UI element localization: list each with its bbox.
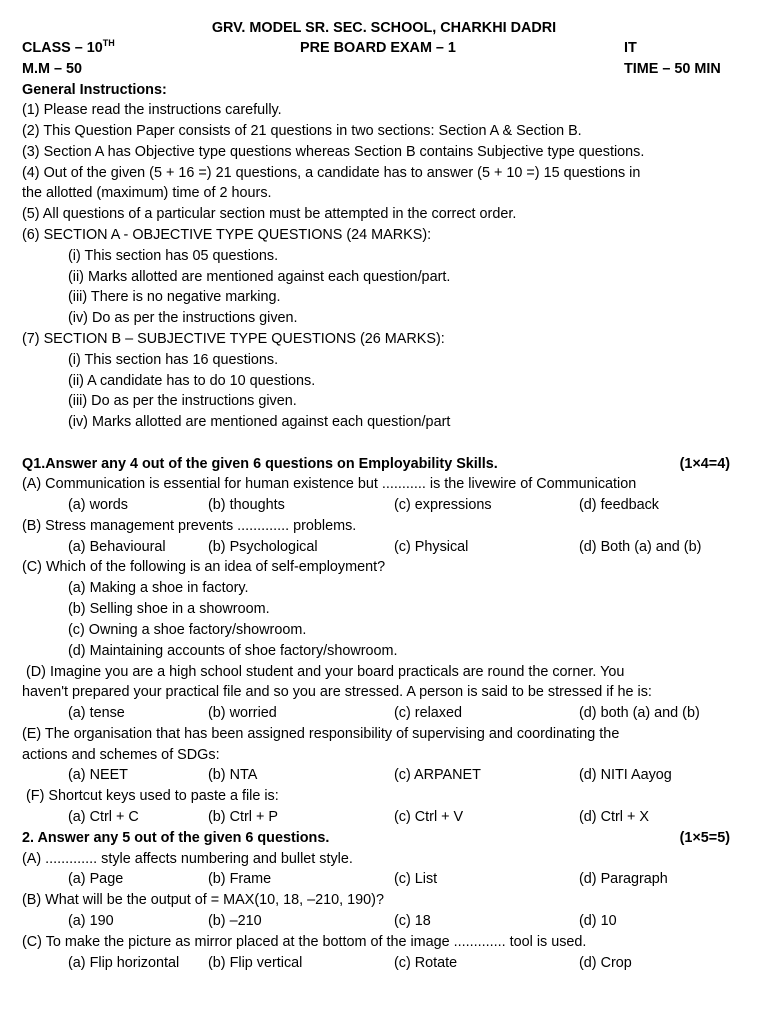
q1-f-question: (F) Shortcut keys used to paste a file is: — [26, 788, 279, 804]
option-c: (c) expressions — [394, 497, 492, 513]
option-c: (c) ARPANET — [394, 767, 481, 783]
option-d: (d) Ctrl + X — [579, 809, 649, 825]
instruction-6-i: (i) This section has 05 questions. — [68, 248, 279, 264]
option-c: (c) List — [394, 871, 438, 887]
instruction-7-ii: (ii) A candidate has to do 10 questions. — [68, 373, 316, 389]
q2-c-options — [0, 953, 768, 973]
option-b: (b) Psychological — [208, 539, 318, 555]
q1-f-options — [0, 807, 768, 827]
q2-c-question: (C) To make the picture as mirror placed at the bottom of the image ............. tool is used. — [22, 934, 587, 950]
instruction-7-i: (i) This section has 16 questions. — [68, 352, 279, 368]
exam-name: PRE BOARD EXAM – 1 — [300, 40, 456, 56]
class-label: CLASS – 10TH — [22, 38, 115, 56]
option-c: (c) Ctrl + V — [394, 809, 464, 825]
instruction-7: (7) SECTION B – SUBJECTIVE TYPE QUESTIONS (26 MARKS): — [22, 331, 445, 347]
option-b: (b) Selling shoe in a showroom. — [68, 601, 270, 617]
subject-code: IT — [624, 40, 637, 56]
instruction-5: (5) All questions of a particular section must be attempted in the correct order. — [22, 206, 517, 222]
instruction-2: (2) This Question Paper consists of 21 questions in two sections: Section A & Section B. — [22, 123, 582, 139]
q2-a-options — [0, 869, 768, 889]
instruction-1: (1) Please read the instructions carefully. — [22, 102, 282, 118]
option-c: (c) relaxed — [394, 705, 462, 721]
school-name: GRV. MODEL SR. SEC. SCHOOL, CHARKHI DADRI — [211, 20, 557, 36]
option-b: (b) Frame — [208, 871, 272, 887]
q1-d-question-line1: (D) Imagine you are a high school student and your board practicals are round the corner. You — [26, 664, 625, 680]
instruction-6-iv: (iv) Do as per the instructions given. — [68, 310, 298, 326]
option-b: (b) worried — [208, 705, 277, 721]
q2-b-options — [0, 911, 768, 931]
instructions-heading: General Instructions: — [22, 82, 167, 98]
option-a: (a) words — [68, 497, 128, 513]
option-a: (a) tense — [68, 705, 125, 721]
q1-e-question-line1: (E) The organisation that has been assigned responsibility of supervising and coordinating the — [22, 726, 620, 742]
option-d: (d) NITI Aayog — [579, 767, 672, 783]
q1-title: Q1.Answer any 4 out of the given 6 questions on Employability Skills. — [22, 456, 498, 472]
q1-e-options — [0, 765, 768, 785]
option-a: (a) Page — [68, 871, 124, 887]
option-d: (d) Crop — [579, 955, 632, 971]
option-c: (c) 18 — [394, 913, 431, 929]
q2-b-question: (B) What will be the output of = MAX(10, 18, –210, 190)? — [22, 892, 384, 908]
q1-marks: (1×4=4) — [679, 456, 730, 472]
option-a: (a) Flip horizontal — [68, 955, 180, 971]
option-c: (c) Rotate — [394, 955, 458, 971]
q1-b-question: (B) Stress management prevents ............. problems. — [22, 518, 357, 534]
option-b: (b) –210 — [208, 913, 262, 929]
max-marks: M.M – 50 — [22, 61, 82, 77]
option-d: (d) 10 — [579, 913, 617, 929]
q2-title: 2. Answer any 5 out of the given 6 questions. — [22, 830, 330, 846]
option-d: (d) Paragraph — [579, 871, 668, 887]
q1-a-options — [0, 495, 768, 515]
option-a: (a) 190 — [68, 913, 114, 929]
option-a: (a) Ctrl + C — [68, 809, 139, 825]
instruction-7-iv: (iv) Marks allotted are mentioned against each question/part — [68, 414, 451, 430]
instruction-3: (3) Section A has Objective type questions whereas Section B contains Subjective type questions. — [22, 144, 645, 160]
q2-marks: (1×5=5) — [679, 830, 730, 846]
option-a: (a) Making a shoe in factory. — [68, 580, 249, 596]
q2-a-question: (A) ............. style affects numbering and bullet style. — [22, 851, 353, 867]
instruction-6-ii: (ii) Marks allotted are mentioned against each question/part. — [68, 269, 451, 285]
option-c: (c) Owning a shoe factory/showroom. — [68, 622, 307, 638]
option-b: (b) Flip vertical — [208, 955, 303, 971]
instruction-6: (6) SECTION A - OBJECTIVE TYPE QUESTIONS (24 MARKS): — [22, 227, 432, 243]
instruction-4-line2: the allotted (maximum) time of 2 hours. — [22, 185, 272, 201]
option-c: (c) Physical — [394, 539, 469, 555]
option-b: (b) NTA — [208, 767, 258, 783]
q1-d-options — [0, 703, 768, 723]
option-d: (d) feedback — [579, 497, 659, 513]
q1-e-question-line2: actions and schemes of SDGs: — [22, 747, 220, 763]
q1-a-question: (A) Communication is essential for human existence but ........... is the livewire of Communication — [22, 476, 637, 492]
q1-b-options — [0, 537, 768, 557]
option-d: (d) Both (a) and (b) — [579, 539, 702, 555]
option-b: (b) thoughts — [208, 497, 285, 513]
q1-c-question: (C) Which of the following is an idea of self-employment? — [22, 559, 386, 575]
q1-d-question-line2: haven't prepared your practical file and so you are stressed. A person is said to be stressed if he is: — [22, 684, 652, 700]
instruction-6-iii: (iii) There is no negative marking. — [68, 289, 281, 305]
instruction-4-line1: (4) Out of the given (5 + 16 =) 21 questions, a candidate has to answer (5 + 10 =) 15 questions in — [22, 165, 641, 181]
option-b: (b) Ctrl + P — [208, 809, 278, 825]
class-superscript: TH — [102, 38, 115, 49]
option-d: (d) Maintaining accounts of shoe factory/showroom. — [68, 643, 398, 659]
instruction-7-iii: (iii) Do as per the instructions given. — [68, 393, 297, 409]
exam-time: TIME – 50 MIN — [624, 61, 721, 77]
option-a: (a) Behavioural — [68, 539, 166, 555]
option-d: (d) both (a) and (b) — [579, 705, 700, 721]
option-a: (a) NEET — [68, 767, 128, 783]
